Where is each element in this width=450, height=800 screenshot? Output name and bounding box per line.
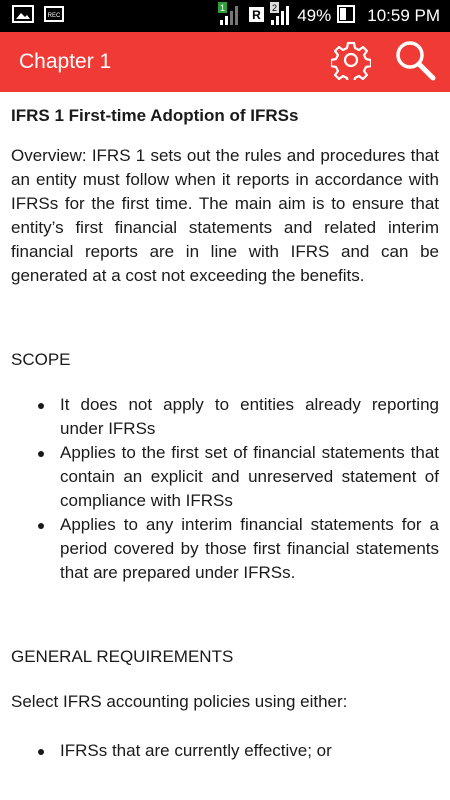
select-policies-text: Select IFRS accounting policies using either: (11, 692, 348, 711)
gear-icon (331, 40, 371, 85)
clock: 10:59 PM (367, 6, 440, 25)
screen-record-icon (43, 5, 65, 28)
svg-text:2: 2 (272, 2, 278, 13)
battery-percent: 49% (297, 6, 332, 25)
app-bar (0, 32, 450, 92)
svg-text:REC: REC (47, 12, 61, 19)
gallery-icon (12, 5, 34, 28)
search-icon (394, 39, 436, 86)
list-item: Applies to the first set of financial statements that contain an explicit and unreserved statement of compliance with IFRSs (60, 441, 439, 513)
scope-title: SCOPE (11, 350, 71, 369)
page-title: Chapter 1 (19, 50, 112, 73)
general-requirements-title: GENERAL REQUIREMENTS (11, 647, 234, 666)
list-item: Applies to any interim financial statements for a period covered by those first financial statements that are prepared under IFRSs. (60, 513, 439, 585)
sim-r-icon (249, 5, 265, 28)
signal-icon (218, 2, 244, 31)
settings-button[interactable] (330, 41, 372, 83)
overview-paragraph: Overview: IFRS 1 sets out the rules and procedures that an entity must follow when it reports in accordance with IFRSs for the first time. The main aim is to ensure that entity’s first financial statements and related interim financial reports are in line with IFRS and can be generated at a cost not exceeding the benefits. (11, 146, 439, 285)
article-heading: IFRS 1 First-time Adoption of IFRSs (11, 106, 299, 125)
battery-icon (336, 4, 356, 29)
search-button[interactable] (394, 41, 436, 83)
list-item: IFRSs that are currently effective; or (60, 739, 439, 763)
scope-list (11, 393, 439, 585)
list-item: It does not apply to entities already reporting under IFRSs (60, 393, 439, 441)
svg-text:R: R (252, 7, 262, 22)
svg-text:1: 1 (220, 2, 226, 13)
signal-2-icon (270, 2, 292, 31)
general-list (11, 739, 439, 763)
status-bar (0, 0, 450, 32)
article-content[interactable] (0, 92, 450, 800)
